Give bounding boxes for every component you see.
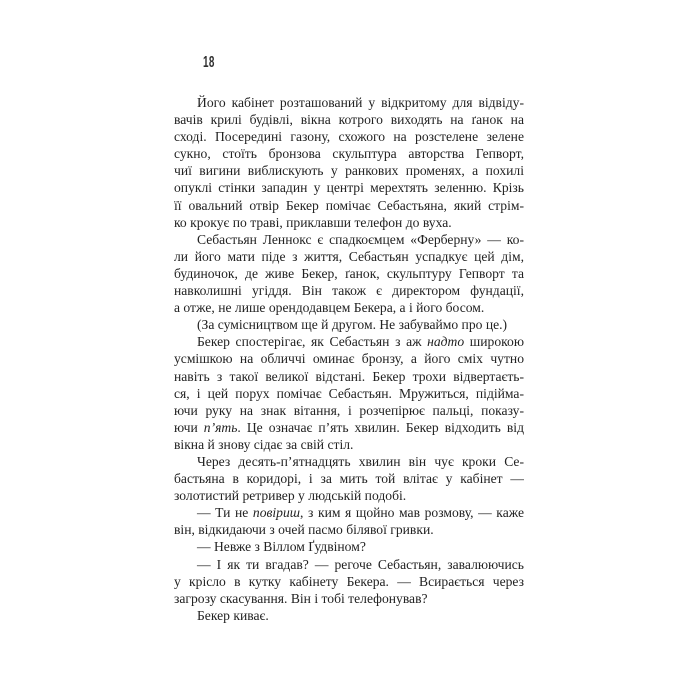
text-line: чиї вигини виблискують у ранкових променях, а похилі [174, 163, 524, 179]
text-line: бастьяна в коридорі, і за мить той влітає у кабінет — [174, 471, 524, 487]
text-line: (За сумісництвом ще й другом. Не забуваймо про це.) [197, 317, 508, 333]
text-line: ко крокує по траві, приклавши телефон до вуха. [174, 214, 452, 230]
text-line: будиночок, де живе Бекер, ґанок, скульптуру Гепворт та [174, 265, 524, 281]
text-line: сході. Посередині газону, схожого на розстелене зелене [174, 129, 524, 145]
text-line: ючи руку на знак вітання, і розчепірює пальці, показу- [174, 402, 524, 418]
text-line: ся, і цей порух помічає Себастьян. Мружиться, підійма- [174, 385, 524, 401]
text-line: а отже, не лише орендодавцем Бекера, а і його босом. [174, 300, 485, 316]
text-line: вачів крилі будівлі, вікна котрого виходять на ґанок на [174, 112, 524, 128]
text-line: усмішкою на обличчі оминає бронзу, а його сміх чутно [174, 351, 524, 367]
text-line: Бекер киває. [197, 607, 269, 623]
text-line: опуклі стінки западин у центрі мерехтять зеленню. Крізь [174, 180, 524, 196]
text-line: загрозу скасування. Він і тобі телефонував? [174, 590, 428, 606]
italic-text: повіриш [252, 505, 301, 521]
text-line: — Ти не повіриш, з ким я щойно мав розмову, — каже [197, 505, 524, 521]
text-line: її овальний отвір Бекер помічає Себастьяна, який стрім- [174, 197, 524, 213]
text-line: Через десять-п’ятнадцять хвилин він чує кроки Се- [197, 453, 524, 469]
text-line: Бекер спостерігає, як Себастьян з аж надто широкою [197, 334, 524, 350]
text-line: — Невже з Віллом Ґудвіном? [197, 539, 366, 555]
text-line: ючи п’ять. Це означає п’ять хвилин. Бекер відходить від [174, 419, 524, 435]
italic-text: надто [427, 334, 465, 350]
text-line: Себастьян Леннокс є спадкоємцем «Ферберну» — ко- [197, 231, 524, 247]
text-line: ли його мати піде з життя, Себастьян успадкує цей дім, [174, 248, 524, 264]
italic-text: п’ять [203, 419, 238, 435]
text-block [174, 94, 524, 624]
text-line: навіть з такої великої відстані. Бекер трохи відвертаєть- [174, 368, 524, 384]
text-line: вікна й знову сідає за свій стіл. [174, 436, 354, 452]
text-line: — І як ти вгадав? — регоче Себастьян, завалюючись [197, 556, 524, 572]
text-line: сукно, стоїть бронзова скульптура авторства Гепворт, [174, 146, 524, 162]
text-line: він, відкидаючи з очей пасмо білявої гривки. [174, 522, 434, 538]
text-line: золотистий ретривер у людській подобі. [174, 488, 407, 504]
text-line: у крісло в кутку кабінету Бекера. — Всирається через [174, 573, 524, 589]
page-number: 18 [203, 54, 215, 71]
text-line: навколишні угіддя. Він також є директором фундації, [174, 283, 524, 299]
text-line: Його кабінет розташований у відкритому для відвіду- [197, 95, 524, 110]
